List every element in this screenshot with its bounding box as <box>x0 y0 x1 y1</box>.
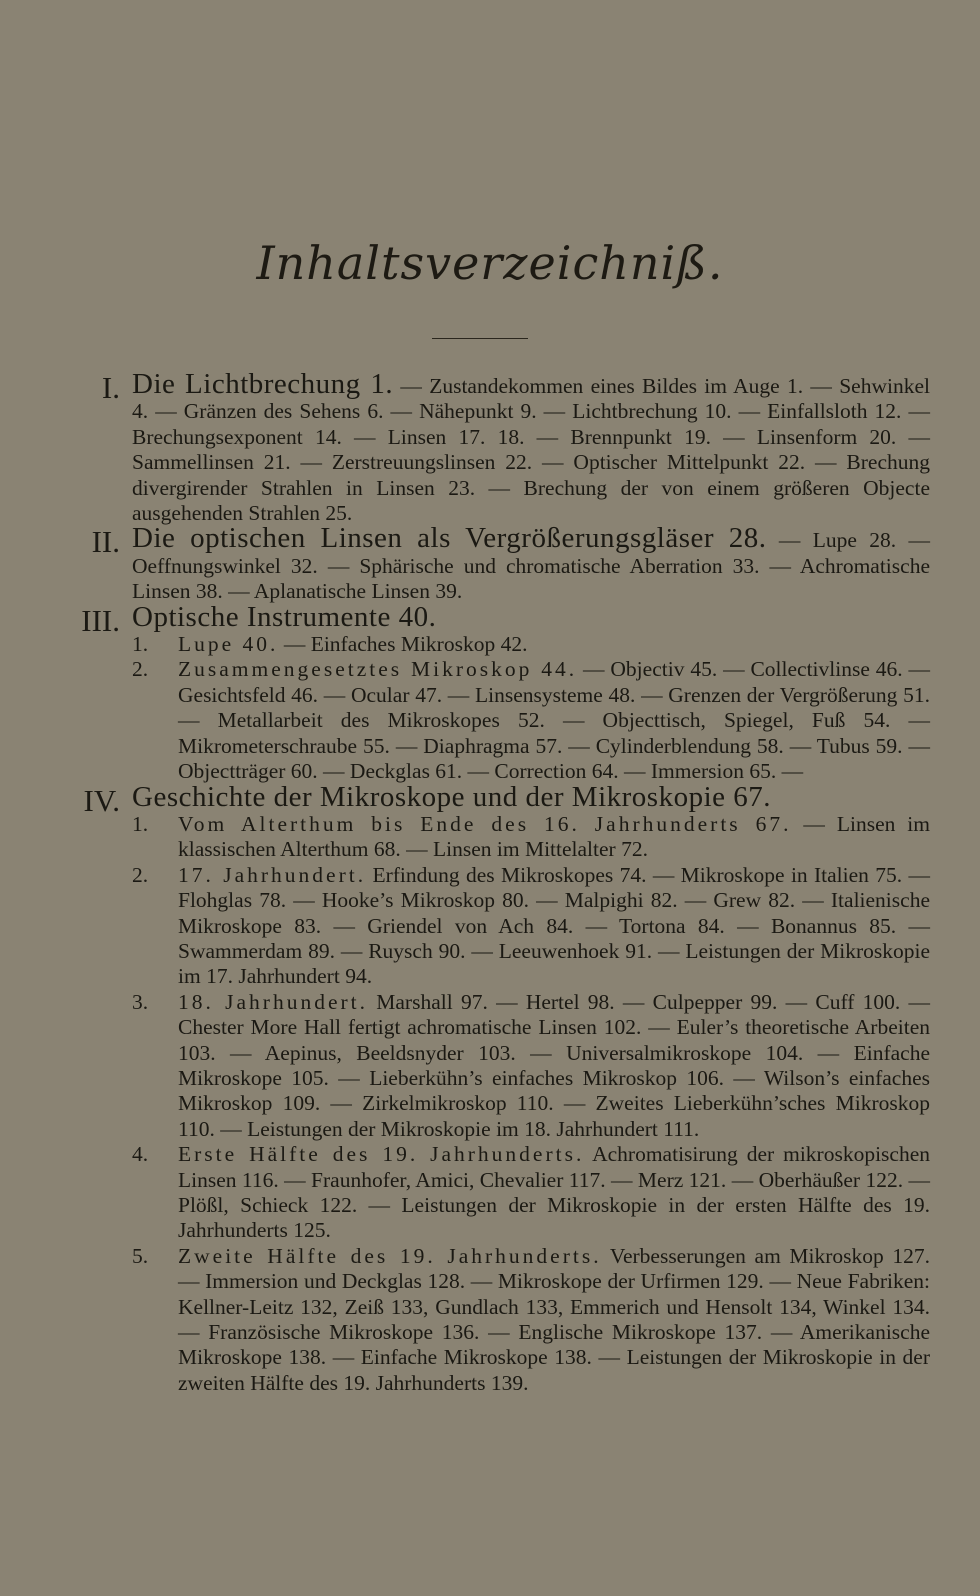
section-1 <box>60 368 930 526</box>
subsection-body <box>178 1244 930 1396</box>
subsection-body <box>178 812 930 863</box>
subsection-4-4 <box>132 1142 930 1244</box>
subsection-number: 3. <box>132 989 149 1014</box>
subsection-body <box>178 632 930 657</box>
subsection-head: 17. Jahrhundert. <box>178 862 367 887</box>
subsection-head: Zweite Hälfte des 19. Jahrhunderts. <box>178 1243 602 1268</box>
section-body <box>132 368 930 526</box>
subsection-entries: Erfindung des Mikroskopes 74. — Mikroskope in Italien 75. — Flohglas 78. — Hooke’s Mikroskop 80. — Malpighi 82. — Grew 82. — Italienische Mikroskope 83. — Griendel von Ach 84. — Tortona 84. — Bonannus 85. — Swammerdam 89. — Ruysch 90. — Leeuwenhoek 91. — Leistungen der Mikroskopie im 17. Jahrhundert 94. <box>178 862 930 989</box>
subsection-head: Lupe 40. <box>178 632 279 657</box>
subsection-entries: Marshall 97. — Hertel 98. — Culpepper 99. — Cuff 100. — Chester More Hall fertigt achromatische Linsen 102. — Euler’s theoretische Arbeiten 103. — Aepinus, Beeldsnyder 103. — Universalmikroskope 104. — Einfache Mikroskope 105. — Lieberkühn’s einfaches Mikroskop 106. — Wilson’s einfaches Mikroskop 109. — Zirkelmikroskop 110. — Zweites Lieberkühn’sches Mikroskop 110. — Leistungen der Mikroskopie im 18. Jahrhundert 111. <box>178 989 931 1141</box>
subsection-entries: — Linsen im klassischen Alterthum 68. — Linsen im Mittelalter 72. <box>178 811 931 862</box>
subsection-number: 2. <box>132 862 149 887</box>
subsection-body <box>178 863 930 990</box>
section-number: III. <box>81 602 120 638</box>
section-title: Die Lichtbrechung 1. <box>132 368 394 400</box>
section-title: Optische Instrumente 40. <box>132 600 437 633</box>
subsection-4-3 <box>132 990 930 1142</box>
subsection-number: 1. <box>132 632 149 657</box>
section-body <box>132 780 930 813</box>
section-entries: — Zustandekommen eines Bildes im Auge 1. — Sehwinkel 4. — Gränzen des Sehens 6. — Nähepunkt 9. — Lichtbrechung 10. — Einfallsloth 12. — Brechungsexponent 14. — Linsen 17. 18. — Brennpunkt 19. — Linsenform 20. — Sammellinsen 21. — Zerstreuungslinsen 22. — Optischer Mittelpunkt 22. — Brechung divergirender Strahlen in Linsen 23. — Brechung der von einem größeren Objecte ausgehenden Strahlen 25. <box>132 374 930 526</box>
title-divider <box>432 338 528 339</box>
section-2 <box>60 522 930 604</box>
subsection-head: Erste Hälfte des 19. Jahrhunderts. <box>178 1142 585 1167</box>
subsection-entries: — Objectiv 45. — Collectivlinse 46. — Gesichtsfeld 46. — Ocular 47. — Linsensysteme 48. — Grenzen der Vergrößerung 51. — Metallarbeit des Mikroskopes 52. — Objecttisch, Spiegel, Fuß 54. — Mikrometerschraube 55. — Diaphragma 57. — Cylinderblendung 58. — Tubus 59. — Objectträger 60. — Deckglas 61. — Correction 64. — Immersion 65. — <box>178 657 930 784</box>
subsection-4-5 <box>132 1244 930 1396</box>
section-body <box>132 600 930 633</box>
subsection-entries: Achromatisirung der mikroskopischen Linsen 116. — Fraunhofer, Amici, Chevalier 117. — Merz 121. — Oberhäußer 122. — Plößl, Schieck 122. — Leistungen der Mikroskopie in der ersten Hälfte des 19. Jahrhunderts 125. <box>178 1142 930 1243</box>
section-title: Geschichte der Mikroskope und der Mikroskopie 67. <box>132 780 772 813</box>
subsection-head: 18. Jahrhundert. <box>178 989 368 1014</box>
subsection-4-1 <box>132 812 930 863</box>
table-of-contents <box>60 368 931 1396</box>
subsection-body <box>178 657 930 784</box>
section-body <box>132 522 930 604</box>
subsection-number: 1. <box>132 811 149 836</box>
subsection-entries: Verbesserungen am Mikroskop 127. — Immersion und Deckglas 128. — Mikroskope der Urfirmen 129. — Neue Fabriken: Kellner-Leitz 132, Zeiß 133, Gundlach 133, Emmerich und Hensolt 134, Winkel 134. — Französische Mikroskope 136. — Englische Mikroskope 137. — Amerikanische Mikroskope 138. — Einfache Mikroskope 138. — Leistungen der Mikroskopie in der zweiten Hälfte des 19. Jahrhunderts 139. <box>178 1243 930 1395</box>
page-title: Inhaltsverzeichniß. <box>256 236 724 290</box>
section-number: IV. <box>83 782 120 818</box>
subsection-body <box>178 990 930 1142</box>
section-4 <box>60 780 930 818</box>
section-title: Die optischen Linsen als Vergrößerungsgläser 28. <box>132 522 767 555</box>
section-number: II. <box>91 524 120 560</box>
subsection-body <box>178 1142 930 1244</box>
subsection-entries: — Einfaches Mikroskop 42. <box>283 632 528 657</box>
subsection-number: 2. <box>132 657 149 682</box>
section-3 <box>60 600 930 638</box>
subsection-head: Zusammengesetztes Mikroskop 44. <box>178 657 578 682</box>
section-entries: — Lupe 28. — Oeffnungswinkel 32. — Sphärische und chromatische Aberration 33. — Achromatische Linsen 38. — Aplanatische Linsen 39. <box>132 528 930 604</box>
subsection-3-1 <box>132 632 930 657</box>
subsection-number: 4. <box>132 1142 149 1167</box>
subsection-4-2 <box>132 863 930 990</box>
subsection-number: 5. <box>132 1243 149 1268</box>
section-number: I. <box>101 370 120 405</box>
subsection-head: Vom Alterthum bis Ende des 16. Jahrhunderts 67. <box>178 811 792 836</box>
subsection-3-2 <box>132 657 930 784</box>
